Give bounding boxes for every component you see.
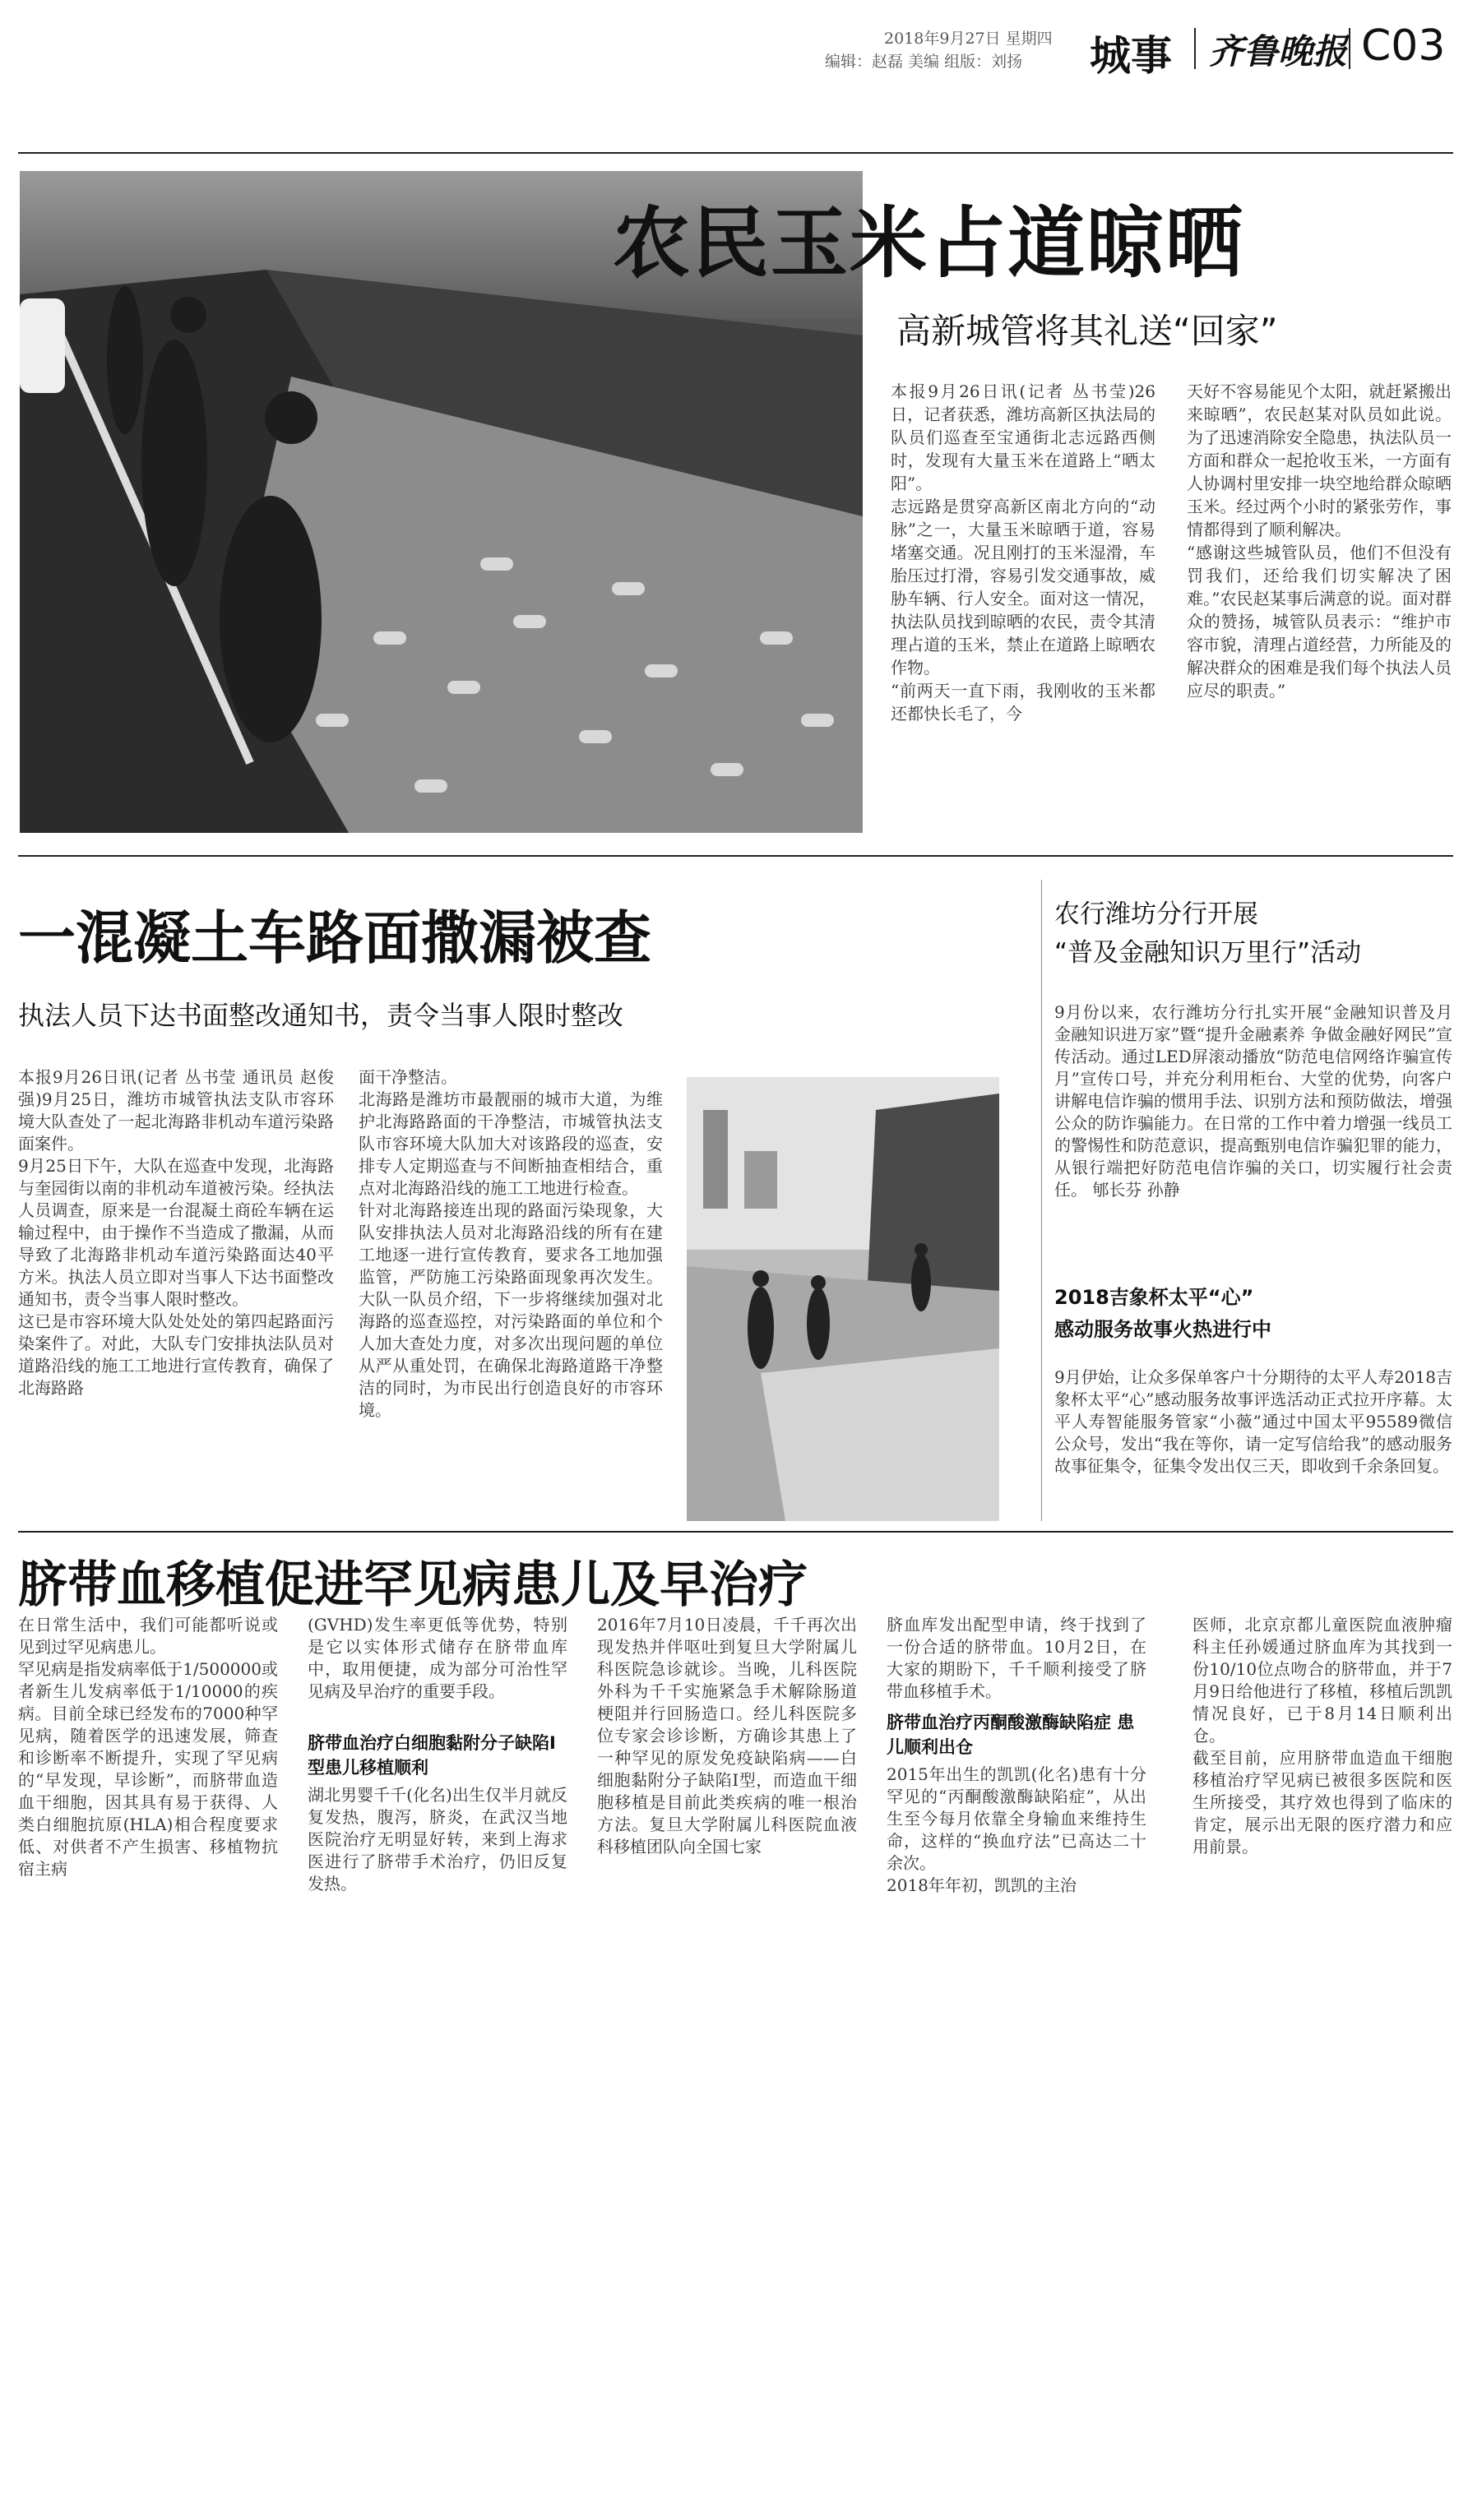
- story2-divider: [18, 1531, 1453, 1533]
- header-divider: [1194, 28, 1196, 69]
- header-rule: [18, 152, 1453, 154]
- section-title: 城事: [1090, 32, 1172, 80]
- story3-column-2: (GVHD)发生率更低等优势，特别是它以实体形式储存在脐带血库中，取用便捷，成为部分可治性罕见病及早治疗的重要手段。: [308, 1615, 567, 1701]
- story3-column-2b: 湖北男婴千千(化名)出生仅半月就反复发热，腹泻，脐炎，在武汉当地医院治疗无明显好转，来到上海求医进行了脐带手术治疗，仍旧反复发热。: [308, 1785, 567, 1893]
- story2-column-divider: [1041, 880, 1042, 1521]
- brief1-title-line2: “普及金融知识万里行”活动: [1054, 938, 1362, 968]
- story3-headline: 脐带血移植促进罕见病患儿及早治疗: [18, 1556, 808, 1614]
- header-date: 2018年9月27日 星期四: [884, 30, 1053, 48]
- story3-column-1: 在日常生活中，我们可能都听说或见到过罕见病患儿。 罕见病是指发病率低于1/500000或者新生儿发病率低于1/10000的疾病。目前全球已经发布的7000种罕见病，随着医学的迅速发展，筛查和诊断率不断提升，实现了罕见病的“早发现，早诊断”，而脐带血造血干细胞，因其具有易于获得、人类白细胞抗原(HLA)相合程度要求低、对供者不产生损害、移植物抗宿主病: [18, 1615, 278, 1879]
- brief2-body: 9月伊始，让众多保单客户十分期待的太平人寿2018吉象杯太平“心”感动服务故事评选活动正式拉开序幕。太平人寿智能服务管家“小薇”通过中国太平95589微信公众号，发出“我在等你，请一定写信给我”的感动服务故事征集令，征集令发出仅三天，即收到千余条回复。: [1054, 1367, 1452, 1476]
- story1-divider: [18, 855, 1453, 857]
- story1-headline: 农民玉米占道晾晒: [613, 199, 1245, 289]
- newspaper-logo: 齐鲁晚报: [1209, 31, 1348, 72]
- story3-column-4b: 2015年出生的凯凯(化名)患有十分罕见的“丙酮酸激酶缺陷症”，从出生至今每月依靠全身输血来维持生命，这样的“换血疗法”已高达二十余次。 2018年年初，凯凯的主治: [887, 1764, 1146, 1895]
- story2-subhead: 执法人员下达书面整改通知书，责令当事人限时整改: [18, 1000, 624, 1031]
- header-divider-2: [1349, 28, 1350, 69]
- page-number: C03: [1361, 21, 1446, 71]
- concrete-spill-photo-image: [687, 1077, 999, 1521]
- story2-column-1: 本报9月26日讯(记者 丛书莹 通讯员 赵俊强)9月25日，潍坊市城管执法支队市容环境大队查处了一起北海路非机动车道污染路面案件。 9月25日下午，大队在巡查中发现，北海路与奎园街以南的非机动车道被污染。经执法人员调查，原来是一台混凝土商砼车辆在运输过程中，由于操作不当造成了撒漏，从而导致了北海路非机动车道污染路面达40平方米。执法人员立即对当事人下达书面整改通知书，责令当事人限时整改。 这已是市容环境大队处处处的第四起路面污染案件了。对此，大队专门安排执法队员对道路沿线的施工工地进行宣传教育，确保了北海路路: [18, 1067, 334, 1398]
- story3-column-3: 2016年7月10日凌晨，千千再次出现发热并伴呕吐到复旦大学附属儿科医院急诊就诊。当晚，儿科医院外科为千千实施紧急手术解除肠道梗阻并行回肠造口。经儿科医院多位专家会诊诊断，方确诊其患上了一种罕见的原发免疫缺陷病——白细胞黏附分子缺陷Ⅰ型，而造血干细胞移植是目前此类疾病的唯一根治方法。复旦大学附属儿科医院血液科移植团队向全国七家: [597, 1615, 857, 1856]
- story2-column-2: 面干净整洁。 北海路是潍坊市最靓丽的城市大道，为维护北海路路面的干净整洁，市城管执法支队市容环境大队加大对该路段的巡查，安排专人定期巡查与不间断抽查相结合，重点对北海路沿线的施工工地进行检查。 针对北海路接连出现的路面污染现象，大队安排执法人员对北海路沿线的所有在建工地逐一进行宣传教育，要求各工地加强监管，严防施工污染路面现象再次发生。大队一队员介绍，下一步将继续加强对北海路的巡查巡控，对污染路面的单位和个人加大查处力度，对多次出现问题的单位从严从重处罚，在确保北海路道路干净整洁的同时，为市民出行创造良好的市容环境。: [359, 1067, 663, 1420]
- story1-column-1: 本报9月26日讯(记者 丛书莹)26日，记者获悉，潍坊高新区执法局的队员们巡查至宝通街北志远路西侧时，发现有大量玉米在道路上“晒太阳”。 志远路是贯穿高新区南北方向的“动脉”之一，大量玉米晾晒于道，容易堵塞交通。况且刚打的玉米湿滑，车胎压过打滑，容易引发交通事故，威胁车辆、行人安全。面对这一情况，执法队员找到晾晒的农民，责令其清理占道的玉米，禁止在道路上晾晒农作物。 “前两天一直下雨，我刚收的玉米都还都快长毛了，今: [891, 381, 1155, 724]
- concrete-spill-photo: [687, 1077, 999, 1521]
- brief2-title-line1: 2018吉象杯太平“心”: [1054, 1286, 1254, 1309]
- brief1-title-line1: 农行潍坊分行开展: [1054, 899, 1258, 929]
- story1-column-2: 天好不容易能见个太阳，就赶紧搬出来晾晒”，农民赵某对队员如此说。为了迅速消除安全隐患，执法队员一方面和群众一起抢收玉米，一方面有人协调村里安排一块空地给群众晾晒玉米。经过两个小时的紧张劳作，事情都得到了顺利解决。 “感谢这些城管队员，他们不但没有罚我们，还给我们切实解决了困难。”农民赵某事后满意的说。面对群众的赞扬，城管队员表示：“维护市容市貌，清理占道经营，力所能及的解决群众的困难是我们每个执法人员应尽的职责。”: [1187, 381, 1452, 701]
- header-editors: 编辑：赵磊 美编 组版：刘扬: [825, 53, 1023, 71]
- brief2-title-line2: 感动服务故事火热进行中: [1054, 1318, 1271, 1341]
- brief1-body: 9月份以来，农行潍坊分行扎实开展“金融知识普及月 金融知识进万家”暨“提升金融素养 争做金融好网民”宣传活动。通过LED屏滚动播放“防范电信网络诈骗宣传月”宣传口号，并充分利用柜台、大堂的优势，向客户讲解电信诈骗的惯用手法、识别方法和预防做法，增强公众的防诈骗能力。在日常的工作中着力增强一线员工的警惕性和防范意识，提高甄别电信诈骗犯罪的能力，从银行端把好防范电信诈骗的关口，切实履行社会责任。 郇长芬 孙静: [1054, 1002, 1452, 1200]
- story3-column-2-subhead: 脐带血治疗白细胞黏附分子缺陷Ⅰ型患儿移植顺利: [308, 1733, 556, 1778]
- story3-column-4-subhead: 脐带血治疗丙酮酸激酶缺陷症 患儿顺利出仓: [887, 1713, 1135, 1757]
- story1-subhead: 高新城管将其礼送“回家”: [896, 311, 1278, 351]
- story2-headline: 一混凝土车路面撒漏被查: [18, 904, 651, 972]
- story3-column-5: 医师，北京京都儿童医院血液肿瘤科主任孙媛通过脐血库为其找到一份10/10位点吻合的脐带血，并于7月9日给他进行了移植，移植后凯凯情况良好，已于8月14日顺利出仓。 截至目前，应用脐带血造血干细胞移植治疗罕见病已被很多医院和医生所接受，其疗效也得到了临床的肯定，展示出无限的医疗潜力和应用前景。: [1192, 1615, 1452, 1856]
- story3-column-4: 脐血库发出配型申请，终于找到了一份合适的脐带血。10月2日，在大家的期盼下，千千顺利接受了脐带血移植手术。: [887, 1615, 1146, 1701]
